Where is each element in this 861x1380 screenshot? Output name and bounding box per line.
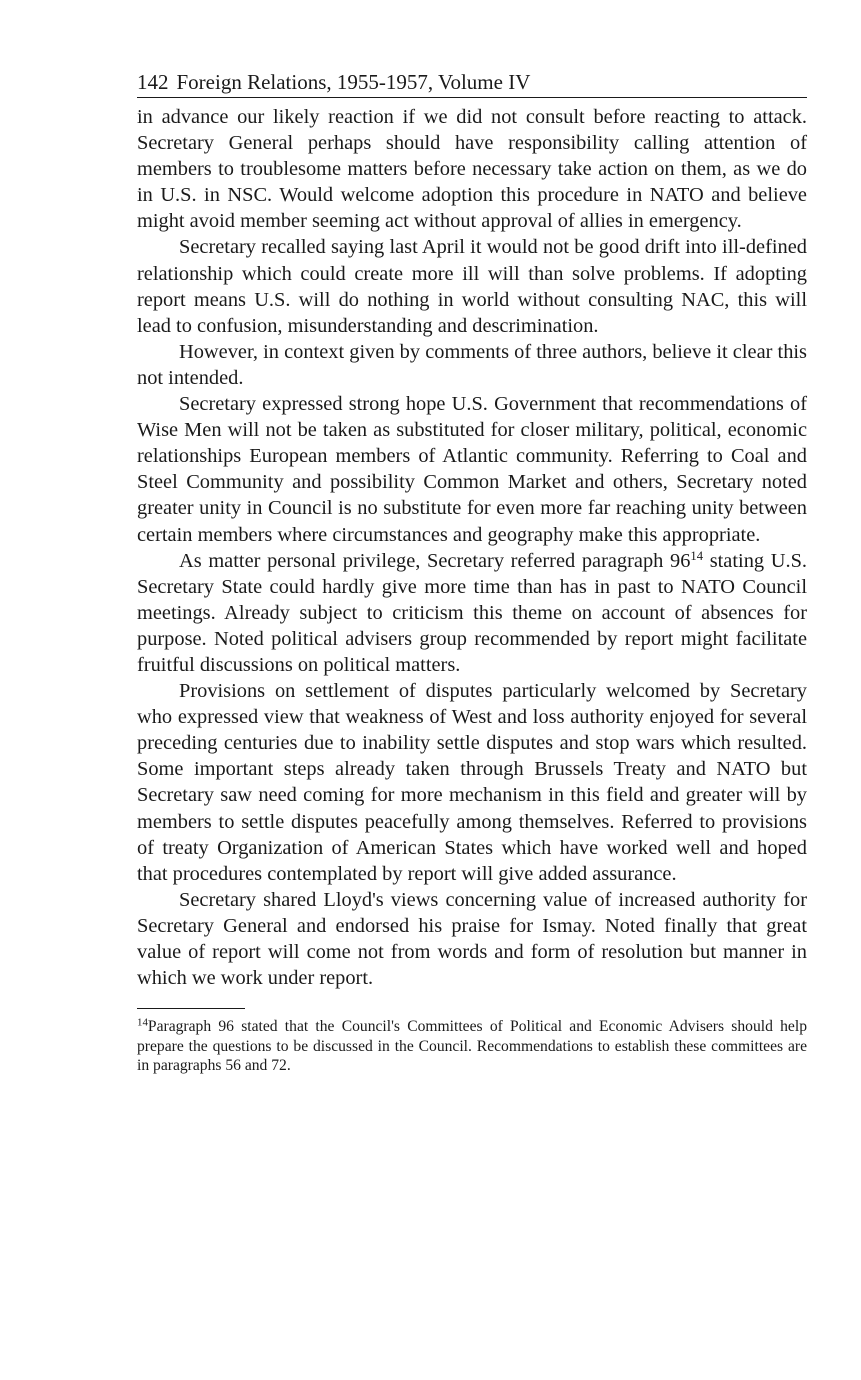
publication-title: Foreign Relations, 1955-1957, Volume IV	[176, 70, 531, 94]
footnote	[137, 1017, 807, 1076]
footnote-text: Paragraph 96 stated that the Council's Committees of Political and Economic Advisers should help prepare the questions to be discussed in the Council. Recommendations to establish these committees are in paragraphs 56 and 72.	[137, 1018, 807, 1075]
paragraph: Secretary expressed strong hope U.S. Government that recommendations of Wise Men will not be taken as substituted for closer military, political, economic relationships European members of Atlantic community. Referring to Coal and Steel Community and possibility Common Market and others, Secretary noted greater unity in Council is no substitute for even more far reaching unity between certain members where circumstances and geography make this appropriate.	[137, 393, 807, 546]
paragraph-text-after-note: stating U.S. Secretary State could hardly give more time than has in past to NATO Council meetings. Already subject to criticism this theme on account of absences for purpose. Noted political advisers group recommended by report might facilitate fruitful discussions on political matters.	[137, 549, 808, 676]
document-page	[137, 68, 807, 1076]
page-number: 142	[137, 70, 169, 94]
footnote-reference: 14	[690, 548, 704, 563]
body-text	[137, 104, 807, 991]
paragraph-text-before-note: As matter personal privilege, Secretary referred paragraph 96	[179, 549, 691, 572]
paragraph: Secretary recalled saying last April it would not be good drift into ill-defined relationship which could create more ill will than solve problems. If adopting report means U.S. will do nothing in world without consulting NAC, this will lead to confusion, misunderstanding and descrimination.	[137, 236, 807, 337]
paragraph: Secretary shared Lloyd's views concerning value of increased authority for Secretary General and endorsed his praise for Ismay. Noted finally that great value of report will come not from words and form of resolution but manner in which we work under report.	[137, 888, 807, 990]
footnote-marker: 14	[137, 1016, 148, 1029]
paragraph: Provisions on settlement of disputes particularly welcomed by Secretary who expressed view that weakness of West and loss authority enjoyed for several preceding centuries due to inability settle disputes and stop wars which resulted. Some important steps already taken through Brussels Treaty and NATO but Secretary saw need coming for more mechanism in this field and greater will by members to settle disputes peacefully among themselves. Referred to provisions of treaty Organization of American States which have worked well and hoped that procedures contemplated by report will give added assurance.	[137, 680, 807, 885]
paragraph: However, in context given by comments of three authors, believe it clear this not intended.	[137, 340, 807, 389]
running-head	[137, 68, 807, 98]
paragraph-with-note	[137, 548, 807, 678]
footnote-divider	[137, 1008, 245, 1009]
paragraph-continued: in advance our likely reaction if we did not consult before reacting to attack. Secretary General perhaps should have responsibility calling attention of members to troublesome matters before necessary take action on them, as we do in U.S. in NSC. Would welcome adoption this procedure in NATO and believe might avoid member seeming act without approval of allies in emergency.	[137, 106, 807, 233]
